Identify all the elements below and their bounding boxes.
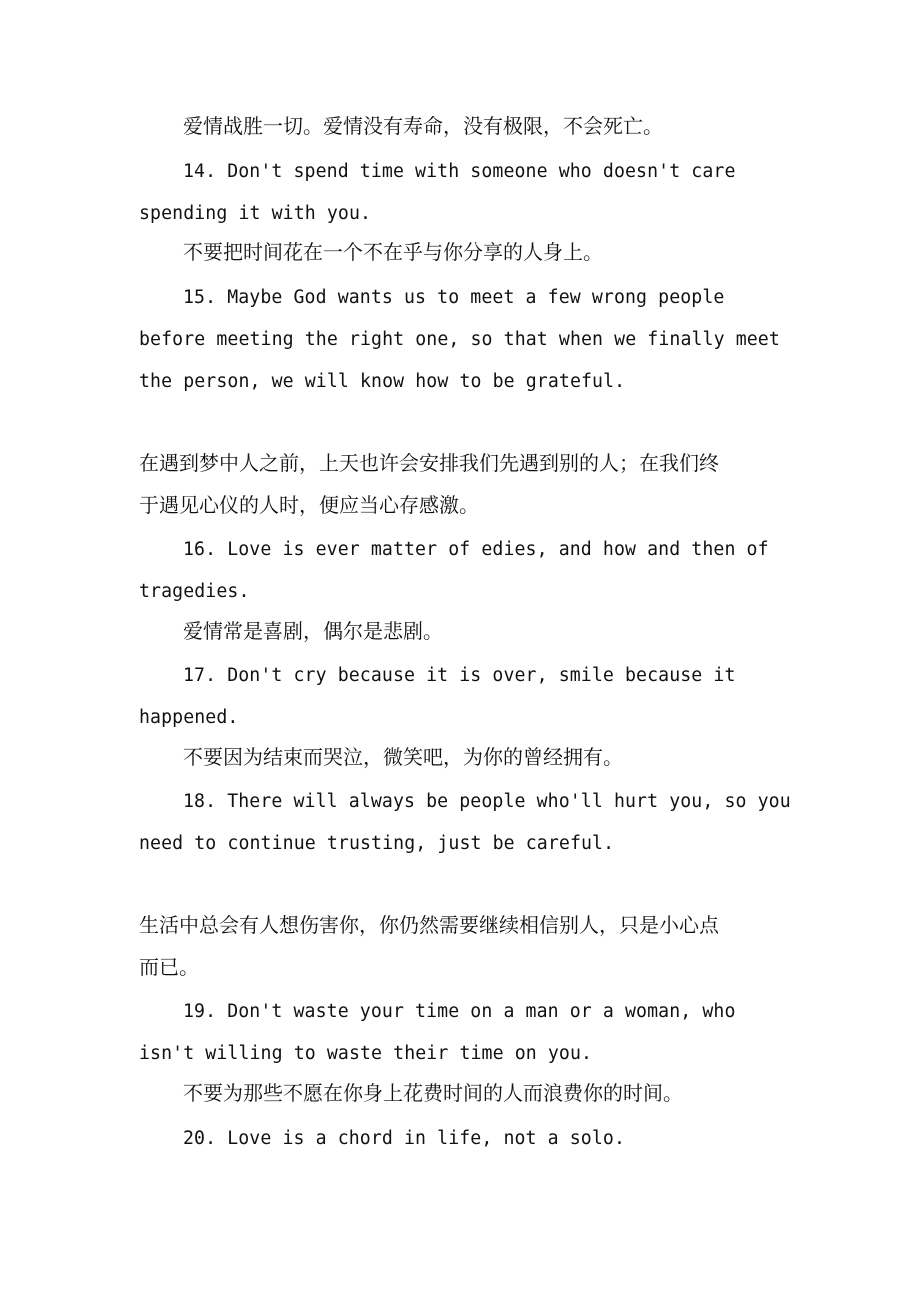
text-line: 14. Don't spend time with someone who doesn't care xyxy=(183,161,736,182)
text-line: 于遇见心仪的人时，便应当心存感激。 xyxy=(139,493,479,517)
text-line: tragedies. xyxy=(139,581,250,602)
text-line: 18. There will always be people who'll hurt you, so you xyxy=(183,791,791,812)
text-line: the person, we will know how to be grateful. xyxy=(139,371,626,392)
text-line: spending it with you. xyxy=(139,203,372,224)
text-line: 15. Maybe God wants us to meet a few wrong people xyxy=(183,287,725,308)
text-line: 17. Don't cry because it is over, smile because it xyxy=(183,665,736,686)
text-line: 而已。 xyxy=(139,955,199,979)
text-line: 在遇到梦中人之前，上天也许会安排我们先遇到别的人；在我们终 xyxy=(139,451,719,475)
text-line: 16. Love is ever matter of edies, and how and then of xyxy=(183,539,769,560)
text-line: 爱情战胜一切。爱情没有寿命，没有极限，不会死亡。 xyxy=(183,114,663,138)
text-line: 不要因为结束而哭泣，微笑吧，为你的曾经拥有。 xyxy=(183,745,623,769)
text-line: isn't willing to waste their time on you. xyxy=(139,1043,593,1064)
text-line: need to continue trusting, just be careful. xyxy=(139,833,615,854)
text-line: 19. Don't waste your time on a man or a woman, who xyxy=(183,1001,736,1022)
text-line: happened. xyxy=(139,707,239,728)
text-line: 20. Love is a chord in life, not a solo. xyxy=(183,1128,625,1149)
text-line: 生活中总会有人想伤害你，你仍然需要继续相信别人，只是小心点 xyxy=(139,913,719,937)
text-line: 爱情常是喜剧，偶尔是悲剧。 xyxy=(183,619,443,643)
text-line: 不要把时间花在一个不在乎与你分享的人身上。 xyxy=(183,240,603,264)
text-line: before meeting the right one, so that when we finally meet xyxy=(139,329,780,350)
text-line: 不要为那些不愿在你身上花费时间的人而浪费你的时间。 xyxy=(183,1081,683,1105)
